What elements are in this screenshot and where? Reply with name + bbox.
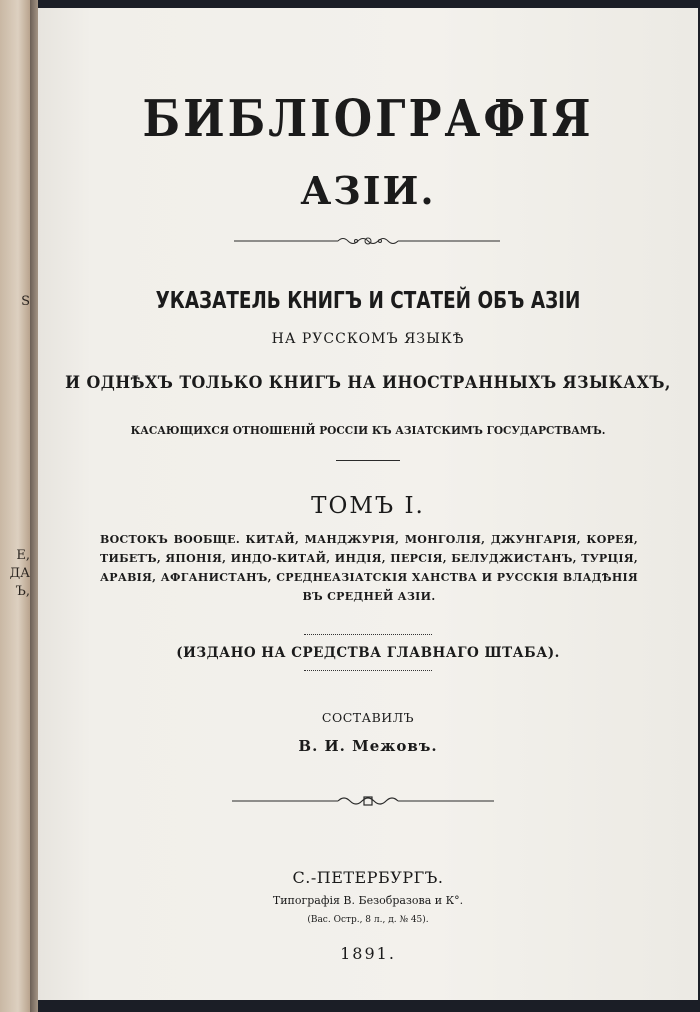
printer-address: (Вас. Остр., 8 л., д. № 45). <box>307 915 429 925</box>
dotted-rule-top <box>304 634 432 635</box>
short-rule <box>336 460 400 461</box>
left-page-fragment: Е, <box>16 548 30 563</box>
edition-note: (ИЗДАНО НА СРЕДСТВА ГЛАВНАГО ШТАБА). <box>176 645 560 661</box>
foreign-language-line: И ОДНѢХЪ ТОЛЬКО КНИГЪ НА ИНОСТРАННЫХЪ ЯЗЫКАХЪ, <box>65 373 671 393</box>
left-page-edge <box>0 0 30 1012</box>
ornament-bottom-divider <box>38 794 698 808</box>
volume-number: ТОМЪ I. <box>311 493 425 519</box>
language-line: НА РУССКОМЪ ЯЗЫКѢ <box>271 331 465 347</box>
left-page-fragment: ДА <box>9 566 30 581</box>
ornament-top-divider <box>38 234 698 248</box>
left-page-fragment: S <box>21 294 30 309</box>
printer-name: Типографiя В. Безобразова и К°. <box>272 894 464 907</box>
author-name: В. И. Межовъ. <box>298 737 438 755</box>
publication-city: С.-ПЕТЕРБУРГЪ. <box>292 868 444 887</box>
title-page <box>38 8 698 1000</box>
compiled-by-label: СОСТАВИЛЪ <box>321 710 415 725</box>
book-title: БИБЛIОГРАФIЯ <box>142 90 594 149</box>
volume-contents: ВОСТОКЪ ВООБЩЕ. КИТАЙ, МАНДЖУРIЯ, МОНГОЛIЯ, ДЖУНГАРIЯ, КОРЕЯ, ТИБЕТЪ, ЯПОНIЯ, ИНДО-КИТАЙ, ИНДIЯ, ПЕРСIЯ, БЕЛУДЖИСТАНЪ, ТУРЦIЯ, АРАВIЯ, АФГАНИСТАНЪ, СРЕДНЕАЗIАТСКIЯ ХАНСТВА И РУССКIЯ ВЛАДѢНIЯ ВЪ СРЕДНЕЙ АЗIИ. <box>100 533 638 603</box>
book-description-heading: УКАЗАТЕЛЬ КНИГЪ И СТАТЕЙ ОБЪ АЗIИ <box>155 288 581 314</box>
book-subtitle: АЗIИ. <box>300 168 436 213</box>
dotted-rule-bottom <box>304 670 432 671</box>
relations-line: КАСАЮЩИХСЯ ОТНОШЕНIЙ РОССIИ КЪ АЗIАТСКИМЪ ГОСУДАРСТВАМЪ. <box>130 423 606 437</box>
book-spine <box>30 0 38 1012</box>
left-page-fragment: Ъ, <box>15 584 30 599</box>
publication-year: 1891. <box>340 944 396 963</box>
